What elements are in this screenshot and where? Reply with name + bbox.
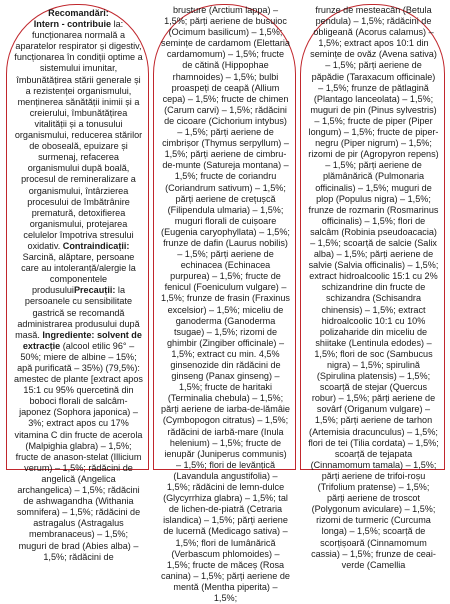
contraindications-text: Sarcină, alăptare, persoane care au intoleranță/alergie la componentele produsului: [21, 252, 136, 296]
intern-label: Intern - contribuie: [33, 19, 112, 30]
column-left-text: [14, 8, 143, 563]
ingredients-label: Ingrediente: solvent de extracție: [22, 329, 142, 351]
column-right-text: frunze de mesteacăn (Betula pendula) – 1,5%; rădăcini de obligeană (Acorus calamus) – 1,5%; extract apos 10:1 din semințe de ovăz (Avena sativa) – 1,5%; părți aeriene de păpădie (Taraxacum officinale) – 1,5%; frunze de pătlagină (Plantago lanceolata) – 1,5%; muguri de pin (Pinus sylvestris) – 1,5%; fructe de piper (Piper longum) – 1,5%; fructe de piper-negru (Piper nigrum) – 1,5%; rizomi de pir (Agropyron repens) – 1,5%; părți aeriene de plămânărică (Pulmonaria officinalis) – 1,5%; muguri de plop (Populus nigra) – 1,5%; frunze de rozmarin (Rosmarinus officinalis) – 1,5%; flori de salcâm (Robinia pseudoacacia) – 1,5%; scoarță de salcie (Salix alba) – 1,5%; părți aeriene de salvie (Salvia officinalis) – 1,5%; extract hidroalcoolic 15:1 cu 2% schizandrine din fructe de schizandra (Schisandra chinensis) – 1,5%; extract hidroalcoolic 10:1 cu 10% polizaharide din miceliu de shiitake (Lentinula edodes) – 1,5%; flori de soc (Sambucus nigra) – 1,5%; spirulină (Spirulina platensis) – 1,5%; scoarță de stejar (Quercus robur) – 1,5%; părți aeriene de sovârf (Origanum vulgare) – 1,5%; părți aeriene de tarhon (Artemisia dracunculus) – 1,5%; flori de tei (Tilia cordata) – 1,5%; scoarță de tejapata (Cinnamomum tamala) – 1,5%; părți aeriene de trifoi-roșu (Trifolium pratense) – 1,5%; părți aeriene de troscot (Polygonum aviculare) – 1,5%; rizomi de turmeric (Curcuma longa) – 1,5%; scoarță de scorțișoară (Cinnamomum cassia) – 1,5%; frunze de ceai-verde (Camellia: [308, 5, 439, 570]
column-middle: [153, 4, 296, 603]
precautions-text: la persoanele cu sensibilitate gastrică se recomandă administrarea produsului după masă.: [15, 285, 140, 340]
column-middle-text: brusture (Arctium lappa) – 1,5%; părți aeriene de busuioc (Ocimum basilicum) – 1,5%; semințe de cardamom (Elettaria cardamomum) – 1,5%; fructe de cătină (Hippophae rhamnoides) – 1,5%; bulbi proaspeți de ceapă (Allium cepa) – 1,5%; fructe de chimen (Carum carvi) – 1,5%; rădăcini de cicoare (Cichorium intybus) – 1,5%; părți aeriene de cimbrișor (Thymus serpyllum) – 1,5%; părți aeriene de cimbru-de-munte (Satureja montana) – 1,5%; fructe de coriandru (Coriandrum sativum) – 1,5%; părți aeriene de crețușcă (Filipendula ulmaria) – 1,5%; muguri florali de cuișoare (Eugenia caryophyllata) – 1,5%; frunze de dafin (Laurus nobilis) – 1,5%; părți aeriene de echinacea (Echinacea purpurea) – 1,5%; fructe de fenicul (Foeniculum vulgare) – 1,5%; frunze de frasin (Fraxinus excelsior) – 1,5%; miceliu de ganoderma (Ganoderma tsugae) – 1,5%; rizomi de ghimbir (Zingiber officinale) – 1,5%; extract cu min. 4,5% ginsenozide din rădăcini de ginseng (Panax ginseng) – 1,5%; fructe de haritaki (Terminalia chebula) – 1,5%; părți aeriene de iarba-de-lămâie (Cymbopogon citratus) – 1,5%; rădăcini de iarbă-mare (Inula helenium) – 1,5%; fructe de ienupăr (Juniperus communis) – 1,5%; flori de levănțică (Lavandula angustifolia) – 1,5%; rădăcini de lemn-dulce (Glycyrrhiza glabra) – 1,5%; tal de lichen-de-piatră (Cetraria islandica) – 1,5%; părți aeriene de lucernă (Medicago sativa) – 1,5%; flori de lumânărică (Verbascum phlomoides) – 1,5%; fructe de măceș (Rosa canina) – 1,5%; părți aeriene de mentă (Mentha piperita) – 1,5%;: [161, 5, 290, 603]
ingredients-text: (alcool etilic 96° – 50%; miere de albine – 15%; apă purificată – 35%) (79,5%): amestec de plante [extract apos 15:1 cu 95% quercetină din boboci florali de salcâm-japonez (Sophora japonica) – 3%; extract apos cu 17% vitamina C din fructe de acerola (Malpighia glabra) – 1,5%; fructe de anason-stelat (Illicium verum) – 1,5%; rădăcini de angelică (Angelica archangelica) – 1,5%; rădăcini de ashwagandha (Withania somnifera) – 1,5%; rădăcini de astragalus (Astragalus membranaceus) – 1,5%; muguri de brad (Abies alba) – 1,5%; rădăcini de: [14, 340, 143, 562]
column-right: [300, 4, 445, 570]
contraindications-label: Contraindicații:: [62, 240, 130, 251]
recommendations-text: la: funcționarea normală a aparatelor respirator și digestiv, funcționarea în condiții optime a sistemului imunitar, îmbunătățirea stării generale și a rezistenței organismului, menținerea sănătății inimii și a creierului, îmbunătățirea vitalității și a tonusului organismului, reducerea stărilor de oboseală, epuizare și surmenaj, refacerea organismului după boală, procesul de remineralizare a organismului, întârzierea procesului de îmbătrânire prematură, detoxifierea organismului, protejarea celulelor împotriva stresului oxidativ.: [14, 19, 143, 251]
precautions-label: Precauții:: [73, 285, 116, 296]
column-left: [6, 4, 149, 562]
recommendations-heading: Recomandări:: [48, 8, 109, 18]
